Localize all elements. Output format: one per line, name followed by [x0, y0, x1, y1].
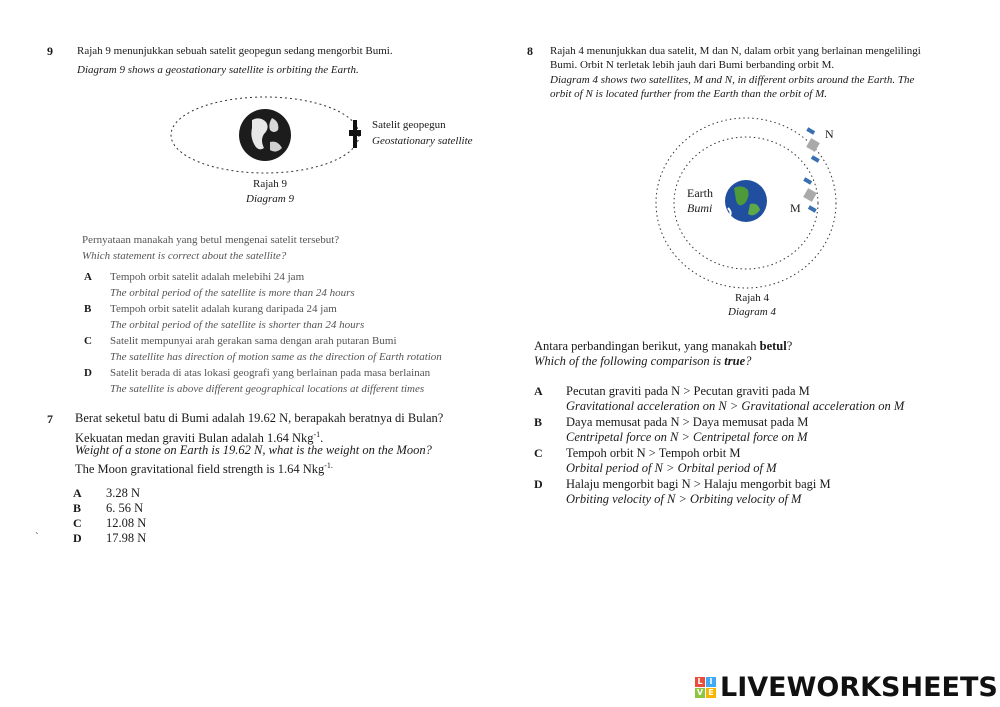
- logo-squares-icon: L I V E: [695, 677, 716, 698]
- option-text-en: The orbital period of the satellite is shorter than 24 hours: [110, 319, 365, 331]
- earth-image: [239, 109, 291, 161]
- option-text: 3.28 N: [106, 486, 141, 500]
- option-text-en: Orbital period of N > Orbital period of M: [566, 461, 777, 475]
- option-letter: B: [73, 501, 82, 515]
- diagram-4-caption-ms: Rajah 4: [735, 292, 769, 304]
- diagram-9-caption-ms: Rajah 9: [253, 178, 287, 190]
- geostationary-satellite-icon: [349, 120, 361, 148]
- option-text-ms: Daya memusat pada N > Daya memusat pada M: [566, 415, 809, 429]
- question-8-stem-en-2: orbit of N is located further from the Earth than the orbit of M.: [550, 88, 828, 100]
- option-letter: A: [73, 486, 82, 500]
- satellite-n-label: N: [825, 127, 834, 141]
- option-text-en: The satellite has direction of motion same as the direction of Earth rotation: [110, 351, 442, 363]
- satellite-m-label: M: [790, 201, 801, 215]
- question-9-options: [84, 270, 484, 395]
- question-9-stem-en: Diagram 9 shows a geostationary satellite is orbiting the Earth.: [77, 64, 359, 76]
- option-letter: C: [73, 516, 82, 530]
- option-text-ms: Pecutan graviti pada N > Pecutan graviti pada M: [566, 384, 810, 398]
- question-8-stem-ms-1: Rajah 4 menunjukkan dua satelit, M dan N, dalam orbit yang berlainan mengelilingi: [550, 45, 921, 57]
- question-8-number: 8: [527, 44, 533, 58]
- liveworksheets-logo: [695, 671, 998, 703]
- question-8-prompt-en: Which of the following comparison is true?: [534, 354, 752, 368]
- option-text-ms: Halaju mengorbit bagi N > Halaju mengorbit bagi M: [566, 477, 831, 491]
- option-letter: C: [84, 335, 92, 347]
- option-text-en: Gravitational acceleration on N > Gravitational acceleration on M: [566, 399, 905, 413]
- question-9-stem-ms: Rajah 9 menunjukkan sebuah satelit geopegun sedang mengorbit Bumi.: [77, 45, 393, 57]
- option-text-en: Orbiting velocity of N > Orbiting velocity of M: [566, 492, 802, 506]
- satellite-m-icon: [803, 177, 817, 213]
- option-letter: D: [534, 477, 543, 491]
- earth-image: [725, 180, 767, 222]
- question-7-line-4: The Moon gravitational field strength is 1.64 Nkg$^{-1.}$: [75, 461, 333, 477]
- option-letter: A: [534, 384, 543, 398]
- option-text-ms: Tempoh orbit N > Tempoh orbit M: [566, 446, 741, 460]
- option-text: 12.08 N: [106, 516, 147, 530]
- option-text-en: The satellite is above different geographical locations at different times: [110, 383, 425, 395]
- option-letter: D: [84, 367, 92, 379]
- option-text-ms: Tempoh orbit satelit adalah kurang daripada 24 jam: [110, 303, 337, 315]
- question-8-stem-ms-2: Bumi. Orbit N terletak lebih jauh dari Bumi berbanding orbit M.: [550, 59, 835, 71]
- option-text: 17.98 N: [106, 531, 147, 545]
- question-7-line-1: Berat seketul batu di Bumi adalah 19.62 N, berapakah beratnya di Bulan?: [75, 411, 444, 425]
- option-text-en: The orbital period of the satellite is more than 24 hours: [110, 287, 355, 299]
- option-letter: B: [84, 303, 92, 315]
- question-9-prompt-ms: Pernyataan manakah yang betul mengenai satelit tersebut?: [82, 234, 340, 246]
- satellite-label-en: Geostationary satellite: [372, 135, 473, 147]
- tick-mark: `: [35, 531, 39, 543]
- logo-text: LIVEWORKSHEETS: [720, 671, 998, 703]
- option-text: 6. 56 N: [106, 501, 144, 515]
- satellite-label-ms: Satelit geopegun: [372, 119, 446, 131]
- option-letter: B: [534, 415, 543, 429]
- diagram-9-caption-en: Diagram 9: [246, 193, 294, 205]
- option-text-ms: Satelit berada di atas lokasi geografi yang berlainan pada masa berlainan: [110, 367, 431, 379]
- question-7-line-2: Kekuatan medan graviti Bulan adalah 1.64 Nkg$^{-1}$.: [75, 430, 324, 446]
- option-text-en: Centripetal force on N > Centripetal force on M: [566, 430, 808, 444]
- question-7-number: 7: [47, 412, 53, 426]
- question-7-line-3: Weight of a stone on Earth is 19.62 N, what is the weight on the Moon?: [75, 443, 432, 457]
- question-8-options: [534, 384, 954, 510]
- option-text-ms: Tempoh orbit satelit adalah melebihi 24 jam: [110, 271, 305, 283]
- question-7-options: [35, 486, 235, 550]
- question-9-number: 9: [47, 44, 53, 58]
- option-letter: A: [84, 271, 92, 283]
- option-letter: C: [534, 446, 543, 460]
- option-letter: D: [73, 531, 82, 545]
- earth-label-en: Earth: [687, 186, 713, 200]
- diagram-4-caption-en: Diagram 4: [728, 306, 776, 318]
- satellite-n-icon: [806, 127, 820, 163]
- earth-label-ms: Bumi: [687, 201, 713, 215]
- diagram-4: [650, 108, 880, 298]
- question-9-prompt-en: Which statement is correct about the satellite?: [82, 250, 287, 262]
- option-text-ms: Satelit mempunyai arah gerakan sama dengan arah putaran Bumi: [110, 335, 397, 347]
- question-8-prompt-ms: Antara perbandingan berikut, yang manakah betul?: [534, 339, 793, 353]
- question-8-stem-en-1: Diagram 4 shows two satellites, M and N, in different orbits around the Earth. The: [550, 74, 915, 86]
